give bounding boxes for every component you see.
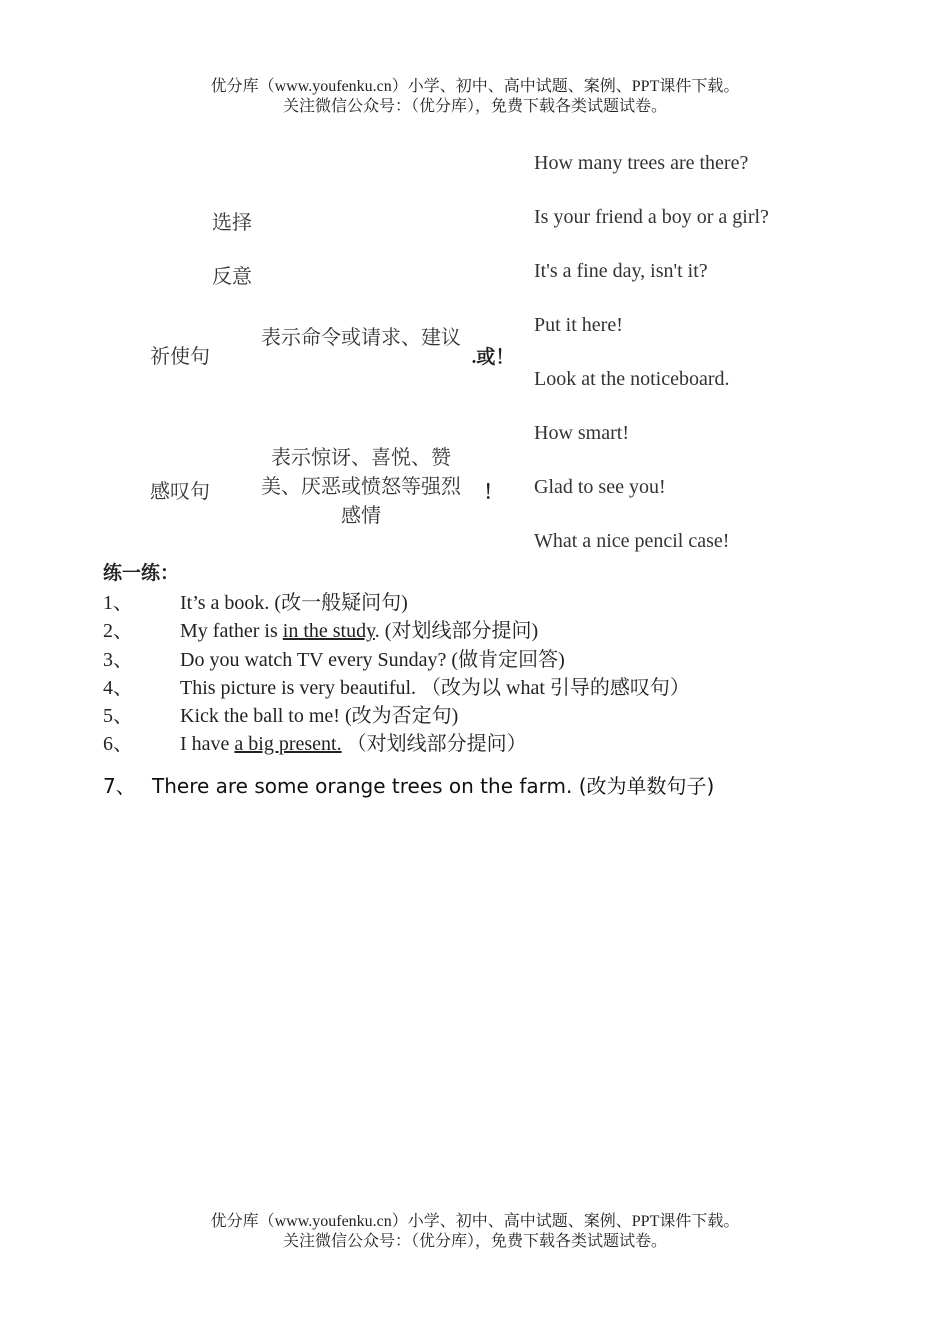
punct-exclamatory: ！ — [483, 482, 503, 503]
practice-title: 练一练： — [103, 563, 180, 584]
item-number: 7、 — [103, 774, 136, 798]
item-text-pre: My father is — [180, 620, 283, 642]
underlined-phrase: a big present. — [234, 733, 342, 755]
category-exclamatory: 感叹句 — [150, 481, 210, 503]
page-footer — [0, 1212, 950, 1252]
punct-imperative: .或！ — [471, 347, 515, 368]
subtype-tag-question: 反意 — [212, 266, 252, 288]
item-number: 3、 — [103, 649, 133, 671]
description-imperative: 表示命令或请求、建议 — [261, 327, 461, 349]
subtype-choice: 选择 — [212, 212, 252, 234]
example-sentence: Glad to see you! — [534, 476, 666, 498]
header-line-1: 优分库（www.youfenku.cn）小学、初中、高中试题、案例、PPT课件下载。 — [210, 78, 740, 95]
example-sentence: Look at the noticeboard. — [534, 368, 730, 390]
example-sentence: Put it here! — [534, 314, 623, 336]
item-number: 1、 — [103, 592, 133, 614]
item-number: 5、 — [103, 705, 133, 727]
item-text: Do you watch TV every Sunday? (做肯定回答) — [180, 649, 565, 671]
category-imperative: 祈使句 — [150, 346, 210, 368]
item-text-post: （对划线部分提问） — [341, 733, 527, 755]
item-text-pre: I have — [180, 733, 235, 755]
item-text: There are some orange trees on the farm. (改为单数句子) — [152, 774, 715, 798]
item-number: 4、 — [103, 677, 133, 699]
item-text-post: . (对划线部分提问) — [374, 620, 539, 642]
header-line-2: 关注微信公众号：（优分库），免费下载各类试题试卷。 — [282, 98, 667, 115]
description-exclamatory: 表示惊讶、喜悦、赞美、厌恶或愤怒等强烈感情 — [261, 447, 461, 527]
example-sentence: How many trees are there? — [534, 152, 749, 174]
example-sentence: What a nice pencil case! — [534, 530, 730, 552]
example-sentence: It's a fine day, isn't it? — [534, 260, 708, 282]
page-header — [0, 77, 950, 117]
item-text: It’s a book. (改一般疑问句) — [180, 592, 408, 614]
footer-line-1: 优分库（www.youfenku.cn）小学、初中、高中试题、案例、PPT课件下载。 — [210, 1213, 740, 1230]
example-sentence: How smart! — [534, 422, 629, 444]
item-number: 6、 — [103, 733, 133, 755]
underlined-phrase: in the study — [282, 620, 375, 642]
footer-line-2: 关注微信公众号：（优分库），免费下载各类试题试卷。 — [282, 1233, 667, 1250]
item-text: This picture is very beautiful. （改为以 what 引导的感叹句） — [180, 677, 690, 699]
example-sentence: Is your friend a boy or a girl? — [534, 206, 769, 228]
item-number: 2、 — [103, 620, 133, 642]
item-text — [180, 614, 538, 643]
item-text — [180, 727, 527, 756]
item-text: Kick the ball to me! (改为否定句) — [180, 705, 459, 727]
